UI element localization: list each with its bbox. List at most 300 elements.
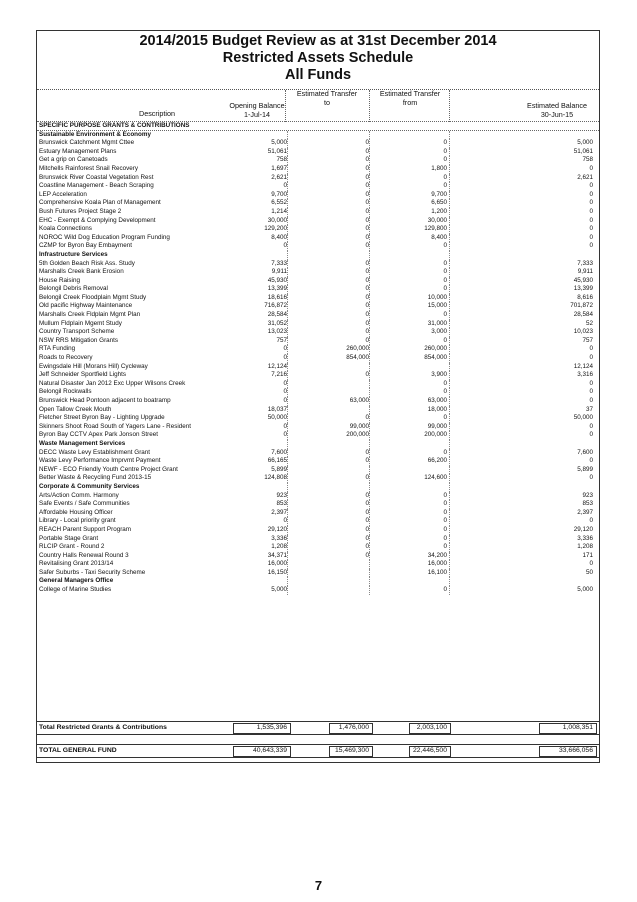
row-value-d: 52 (585, 319, 593, 327)
row-value-c: 0 (443, 259, 447, 267)
row-description: SPECIFIC PURPOSE GRANTS & CONTRIBUTIONS (39, 122, 190, 129)
table-row (37, 225, 599, 234)
table-row (37, 234, 599, 243)
row-description: Affordable Housing Officer (39, 508, 113, 516)
row-description: Koala Connections (39, 225, 92, 233)
row-value-d: 8,616 (577, 293, 593, 301)
title-line-1: 2014/2015 Budget Review as at 31st December 2014 (139, 33, 497, 49)
row-value-c: 16,100 (427, 568, 447, 576)
row-value-a: 28,584 (267, 311, 287, 319)
row-description: General Managers Office (39, 577, 114, 585)
table-row (37, 449, 599, 458)
table-row (37, 156, 599, 165)
row-value-c: 0 (443, 525, 447, 533)
row-description: Fletcher Street Byron Bay - Lighting Upgrade (39, 414, 165, 422)
row-description: Library - Local priority grant (39, 517, 116, 525)
row-description: NEWF - ECO Friendly Youth Centre Project Grant (39, 465, 178, 473)
header-description: Description (139, 109, 175, 118)
table-row (37, 139, 599, 148)
row-description: Safe Events / Safe Communities (39, 500, 130, 508)
row-value-c: 0 (443, 534, 447, 542)
row-value-b: 0 (365, 534, 369, 542)
row-description: Natural Disaster Jan 2012 Exc Upper Wilsons Creek (39, 379, 186, 387)
row-value-d: 12,124 (573, 362, 593, 370)
row-value-c: 9,700 (431, 190, 447, 198)
total-restricted-opening: 1,535,396 (256, 724, 287, 731)
row-value-b: 0 (365, 190, 369, 198)
row-value-d: 0 (589, 207, 593, 215)
row-value-b: 0 (365, 328, 369, 336)
table-row (37, 217, 599, 226)
row-value-c: 66,200 (427, 457, 447, 465)
row-value-d: 2,621 (577, 173, 593, 181)
total-restricted-to: 1,476,000 (338, 724, 369, 731)
row-description: Country Transport Scheme (39, 328, 115, 336)
row-value-d: 50,000 (573, 414, 593, 422)
row-value-b: 0 (365, 543, 369, 551)
row-value-c: 99,000 (427, 422, 447, 430)
row-value-b: 0 (365, 525, 369, 533)
row-value-b: 0 (365, 276, 369, 284)
header-transfer-to-1: Estimated Transfer (296, 89, 358, 98)
row-value-a: 5,899 (271, 465, 287, 473)
row-value-a: 9,700 (271, 190, 287, 198)
row-value-b: 0 (365, 216, 369, 224)
group-heading-row (37, 131, 599, 140)
table-row (37, 363, 599, 372)
table-row (37, 586, 599, 595)
section-heading-row (37, 121, 599, 131)
row-description: NSW RRS Mitigation Grants (39, 336, 119, 344)
row-value-a: 1,208 (271, 543, 287, 551)
row-value-a: 30,000 (267, 216, 287, 224)
row-description: Open Tallow Creek Mouth (39, 405, 112, 413)
table-row (37, 535, 599, 544)
table-row (37, 302, 599, 311)
row-description: Infrastructure Services (39, 250, 108, 258)
header-estimated-1: Estimated Balance (527, 101, 587, 110)
row-value-a: 13,023 (267, 328, 287, 336)
row-value-c: 0 (443, 156, 447, 164)
row-value-b: 0 (365, 173, 369, 181)
row-value-c: 3,900 (431, 371, 447, 379)
total-general-opening: 40,643,339 (252, 747, 287, 754)
row-value-a: 124,808 (264, 474, 287, 482)
row-value-b: 0 (365, 225, 369, 233)
row-value-a: 5,000 (271, 586, 287, 594)
row-value-c: 3,000 (431, 328, 447, 336)
row-value-d: 37 (585, 405, 593, 413)
row-value-c: 854,000 (424, 354, 447, 362)
row-value-a: 13,399 (267, 285, 287, 293)
row-value-a: 0 (283, 345, 287, 353)
row-value-b: 0 (365, 233, 369, 241)
row-value-a: 29,120 (267, 525, 287, 533)
total-restricted-estimated: 1,008,351 (562, 724, 593, 731)
row-value-c: 0 (443, 414, 447, 422)
table-row (37, 337, 599, 346)
title-line-2: Restricted Assets Schedule (222, 50, 414, 66)
row-value-d: 0 (589, 422, 593, 430)
row-value-c: 0 (443, 242, 447, 250)
table-row (37, 526, 599, 535)
row-value-b: 0 (365, 474, 369, 482)
row-description: Coastline Management - Beach Scraping (39, 182, 154, 190)
table-row (37, 492, 599, 501)
row-description: Skinners Shoot Road South of Yagers Lane - Resident (39, 422, 192, 430)
row-value-c: 129,800 (424, 225, 447, 233)
row-value-d: 0 (589, 199, 593, 207)
row-value-d: 0 (589, 164, 593, 172)
row-value-a: 6,552 (271, 199, 287, 207)
row-value-d: 0 (589, 345, 593, 353)
row-value-c: 0 (443, 311, 447, 319)
total-restricted-from: 2,003,100 (416, 724, 447, 731)
row-value-a: 0 (283, 422, 287, 430)
row-value-d: 7,600 (577, 448, 593, 456)
row-value-c: 0 (443, 268, 447, 276)
row-value-b: 0 (365, 414, 369, 422)
row-value-b: 0 (365, 551, 369, 559)
row-description: Belongil Creek Floodplain Mgmt Study (39, 293, 147, 301)
row-value-b: 0 (365, 500, 369, 508)
table-row (37, 174, 599, 183)
row-value-b: 0 (365, 139, 369, 147)
row-value-c: 0 (443, 285, 447, 293)
row-value-b: 63,000 (349, 397, 369, 404)
row-value-d: 923 (582, 491, 593, 499)
row-value-c: 6,650 (431, 199, 447, 207)
row-value-c: 15,000 (427, 302, 447, 310)
row-value-c: 0 (443, 586, 447, 594)
row-value-c: 0 (443, 508, 447, 516)
row-value-c: 18,000 (427, 405, 447, 413)
row-description: Belongil Rockwalls (39, 388, 92, 396)
row-value-a: 0 (283, 182, 287, 190)
table-row (37, 165, 599, 174)
row-value-c: 1,200 (431, 207, 447, 215)
group-heading-row (37, 577, 599, 586)
row-value-d: 701,872 (570, 302, 593, 310)
header-transfer-from-1: Estimated Transfer (379, 89, 441, 98)
row-description: LEP Acceleration (39, 190, 87, 198)
row-value-a: 0 (283, 388, 287, 396)
row-value-a: 45,930 (267, 276, 287, 284)
row-value-a: 0 (283, 517, 287, 525)
row-value-c: 30,000 (427, 216, 447, 224)
row-value-a: 31,052 (267, 319, 287, 327)
row-value-a: 51,061 (267, 147, 287, 155)
row-value-a: 7,333 (271, 259, 287, 267)
row-value-c: 0 (443, 491, 447, 499)
row-value-a: 8,400 (271, 233, 287, 241)
row-description: College of Marine Studies (39, 586, 112, 594)
row-value-a: 34,371 (267, 551, 287, 559)
row-description: Marshalls Creek Bank Erosion (39, 268, 124, 276)
table-row (37, 311, 599, 320)
row-description: Better Waste & Recycling Fund 2013-15 (39, 474, 152, 482)
total-restricted-row (37, 721, 599, 735)
table-row (37, 320, 599, 329)
row-value-a: 758 (276, 156, 287, 164)
row-value-b: 0 (365, 448, 369, 456)
row-value-a: 2,397 (271, 508, 287, 516)
row-value-d: 5,000 (577, 139, 593, 147)
row-description: House Raising (39, 276, 80, 284)
row-value-b: 0 (365, 207, 369, 215)
row-description: REACH Parent Support Program (39, 525, 132, 533)
row-value-a: 129,200 (264, 225, 287, 233)
row-value-c: 0 (443, 147, 447, 155)
row-value-b: 99,000 (349, 422, 369, 430)
row-value-d: 0 (589, 216, 593, 224)
table-row (37, 199, 599, 208)
row-value-a: 0 (283, 397, 287, 404)
row-value-b: 0 (365, 147, 369, 155)
row-value-c: 63,000 (427, 397, 447, 404)
table-row (37, 277, 599, 286)
table-row (37, 354, 599, 363)
row-value-c: 124,600 (424, 474, 447, 482)
row-value-d: 0 (589, 242, 593, 250)
row-description: Byron Bay CCTV Apex Park Jonson Street (39, 431, 158, 439)
row-value-a: 716,872 (264, 302, 287, 310)
header-transfer-to-2: to (324, 98, 330, 107)
table-row (37, 517, 599, 526)
row-value-a: 0 (283, 242, 287, 250)
row-value-b: 0 (365, 311, 369, 319)
header-transfer-from-2: from (402, 98, 418, 107)
row-value-b: 0 (365, 457, 369, 465)
table-row (37, 260, 599, 269)
row-value-c: 200,000 (424, 431, 447, 439)
row-value-d: 757 (582, 336, 593, 344)
row-value-d: 0 (589, 379, 593, 387)
row-value-d: 3,336 (577, 534, 593, 542)
row-value-d: 5,000 (577, 586, 593, 594)
table-row (37, 191, 599, 200)
row-description: RTA Funding (39, 345, 76, 353)
row-value-a: 5,000 (271, 139, 287, 147)
row-value-c: 0 (443, 336, 447, 344)
row-description: Corporate & Community Services (39, 482, 140, 490)
row-value-a: 18,037 (267, 405, 287, 413)
row-value-b: 0 (365, 491, 369, 499)
row-description: Waste Management Services (39, 439, 126, 447)
table-row (37, 182, 599, 191)
table-row (37, 552, 599, 561)
row-value-b: 200,000 (346, 431, 369, 439)
row-value-b: 0 (365, 268, 369, 276)
row-value-b: 0 (365, 517, 369, 525)
row-value-a: 757 (276, 336, 287, 344)
total-general-from: 22,446,500 (412, 747, 447, 754)
row-description: CZMP for Byron Bay Embayment (39, 242, 132, 250)
table-row (37, 397, 599, 406)
row-value-d: 10,023 (573, 328, 593, 336)
row-value-a: 2,621 (271, 173, 287, 181)
row-value-d: 0 (589, 560, 593, 568)
row-value-b: 0 (365, 156, 369, 164)
row-description: Marshalls Creek Fldplain Mgmt Plan (39, 311, 141, 319)
table-row (37, 294, 599, 303)
row-value-b: 0 (365, 336, 369, 344)
row-description: Revitalising Grant 2013/14 (39, 560, 114, 568)
row-description: Old pacific Highway Maintenance (39, 302, 133, 310)
row-value-b: 0 (365, 319, 369, 327)
table-row (37, 345, 599, 354)
row-description: Brunswick River Coastal Vegetation Rest (39, 173, 154, 181)
row-value-c: 0 (443, 139, 447, 147)
row-value-b: 0 (365, 199, 369, 207)
row-description: Country Halls Renewal Round 3 (39, 551, 129, 559)
row-value-a: 923 (276, 491, 287, 499)
table-body (37, 121, 599, 595)
row-description: Brunswick Catchment Mgmt Cttee (39, 139, 135, 147)
row-value-c: 0 (443, 379, 447, 387)
row-value-d: 45,930 (573, 276, 593, 284)
row-value-a: 18,616 (267, 293, 287, 301)
row-value-a: 853 (276, 500, 287, 508)
row-description: DECC Waste Levy Establishment Grant (39, 448, 151, 456)
table-row (37, 457, 599, 466)
row-value-d: 28,584 (573, 311, 593, 319)
table-row (37, 285, 599, 294)
row-value-a: 0 (283, 379, 287, 387)
row-value-d: 171 (582, 551, 593, 559)
row-value-a: 16,150 (267, 568, 287, 576)
title-block (37, 31, 599, 84)
row-value-b: 0 (365, 293, 369, 301)
row-value-c: 34,200 (427, 551, 447, 559)
row-value-d: 0 (589, 431, 593, 439)
row-value-c: 16,000 (427, 560, 447, 568)
row-value-d: 0 (589, 474, 593, 482)
row-value-c: 0 (443, 276, 447, 284)
table-row (37, 560, 599, 569)
row-value-a: 9,911 (271, 268, 287, 276)
schedule-sheet (36, 30, 600, 763)
row-description: Arts/Action Comm. Harmony (39, 491, 119, 499)
row-value-d: 0 (589, 397, 593, 404)
row-description: Portable Stage Grant (39, 534, 99, 542)
group-heading-row (37, 251, 599, 260)
row-value-b: 0 (365, 164, 369, 172)
table-row (37, 328, 599, 337)
row-value-d: 0 (589, 457, 593, 465)
row-value-d: 29,120 (573, 525, 593, 533)
row-value-a: 1,697 (271, 164, 287, 172)
row-description: NOROC Wild Dog Education Program Funding (39, 233, 170, 241)
row-value-a: 12,124 (267, 362, 287, 370)
table-row (37, 208, 599, 217)
row-value-c: 31,000 (427, 319, 447, 327)
row-value-c: 0 (443, 500, 447, 508)
row-value-c: 260,000 (424, 345, 447, 353)
row-description: Comprehensive Koala Plan of Management (39, 199, 161, 207)
table-row (37, 474, 599, 483)
table-row (37, 509, 599, 518)
row-value-a: 16,000 (267, 560, 287, 568)
row-value-c: 0 (443, 543, 447, 551)
table-header (37, 89, 599, 122)
row-description: Get a grip on Canetoads (39, 156, 108, 164)
table-row (37, 500, 599, 509)
row-value-d: 0 (589, 190, 593, 198)
row-value-a: 66,165 (267, 457, 287, 465)
row-value-c: 10,000 (427, 293, 447, 301)
row-description: Belongil Debris Removal (39, 285, 108, 293)
row-value-d: 51,061 (573, 147, 593, 155)
table-row (37, 431, 599, 440)
row-value-d: 0 (589, 517, 593, 525)
row-description: Sustainable Environment & Economy (39, 130, 151, 138)
row-description: 5th Golden Beach Risk Ass. Study (39, 259, 135, 267)
row-value-c: 0 (443, 173, 447, 181)
row-value-d: 853 (582, 500, 593, 508)
row-description: Bush Futures Project Stage 2 (39, 207, 122, 215)
table-row (37, 406, 599, 415)
row-value-d: 0 (589, 233, 593, 241)
total-general-label: TOTAL GENERAL FUND (39, 747, 117, 754)
table-row (37, 380, 599, 389)
table-row (37, 569, 599, 578)
total-general-fund-row (37, 744, 599, 758)
total-general-estimated: 33,666,056 (558, 747, 593, 754)
row-value-d: 5,899 (577, 465, 593, 473)
table-row (37, 423, 599, 432)
row-value-d: 50 (585, 568, 593, 576)
row-value-c: 0 (443, 388, 447, 396)
row-value-b: 0 (365, 285, 369, 293)
table-row (37, 543, 599, 552)
row-value-d: 9,911 (577, 268, 593, 276)
row-description: Mitchells Rainforest Snail Recovery (39, 164, 139, 172)
row-description: Mullum Fldplain Mgemt Study (39, 319, 122, 327)
header-opening-1: Opening Balance (229, 101, 285, 110)
table-row (37, 388, 599, 397)
row-value-d: 13,399 (573, 285, 593, 293)
row-value-d: 3,316 (577, 371, 593, 379)
row-value-d: 758 (582, 156, 593, 164)
row-value-a: 7,600 (271, 448, 287, 456)
row-value-c: 1,800 (431, 164, 447, 172)
row-value-c: 0 (443, 517, 447, 525)
row-value-c: 0 (443, 182, 447, 190)
row-value-a: 3,336 (271, 534, 287, 542)
row-description: Brunswick Head Pontoon adjacent to boatramp (39, 397, 171, 404)
row-value-d: 1,208 (577, 543, 593, 551)
row-description: Jeff Schneider Sportfield Lights (39, 371, 127, 379)
row-value-d: 0 (589, 182, 593, 190)
row-value-a: 7,216 (271, 371, 287, 379)
row-value-c: 0 (443, 448, 447, 456)
row-description: RLCIP Grant - Round 2 (39, 543, 105, 551)
row-value-b: 260,000 (346, 345, 369, 353)
header-estimated-2: 30-Jun-15 (540, 110, 574, 119)
row-description: Safer Suburbs - Taxi Security Scheme (39, 568, 146, 576)
table-row (37, 148, 599, 157)
group-heading-row (37, 483, 599, 492)
group-heading-row (37, 440, 599, 449)
row-value-d: 7,333 (577, 259, 593, 267)
row-value-d: 0 (589, 354, 593, 362)
row-value-b: 0 (365, 242, 369, 250)
total-restricted-label: Total Restricted Grants & Contributions (39, 724, 167, 731)
header-opening-2: 1-Jul-14 (244, 110, 270, 119)
row-value-a: 1,214 (271, 207, 287, 215)
row-value-a: 0 (283, 354, 287, 362)
